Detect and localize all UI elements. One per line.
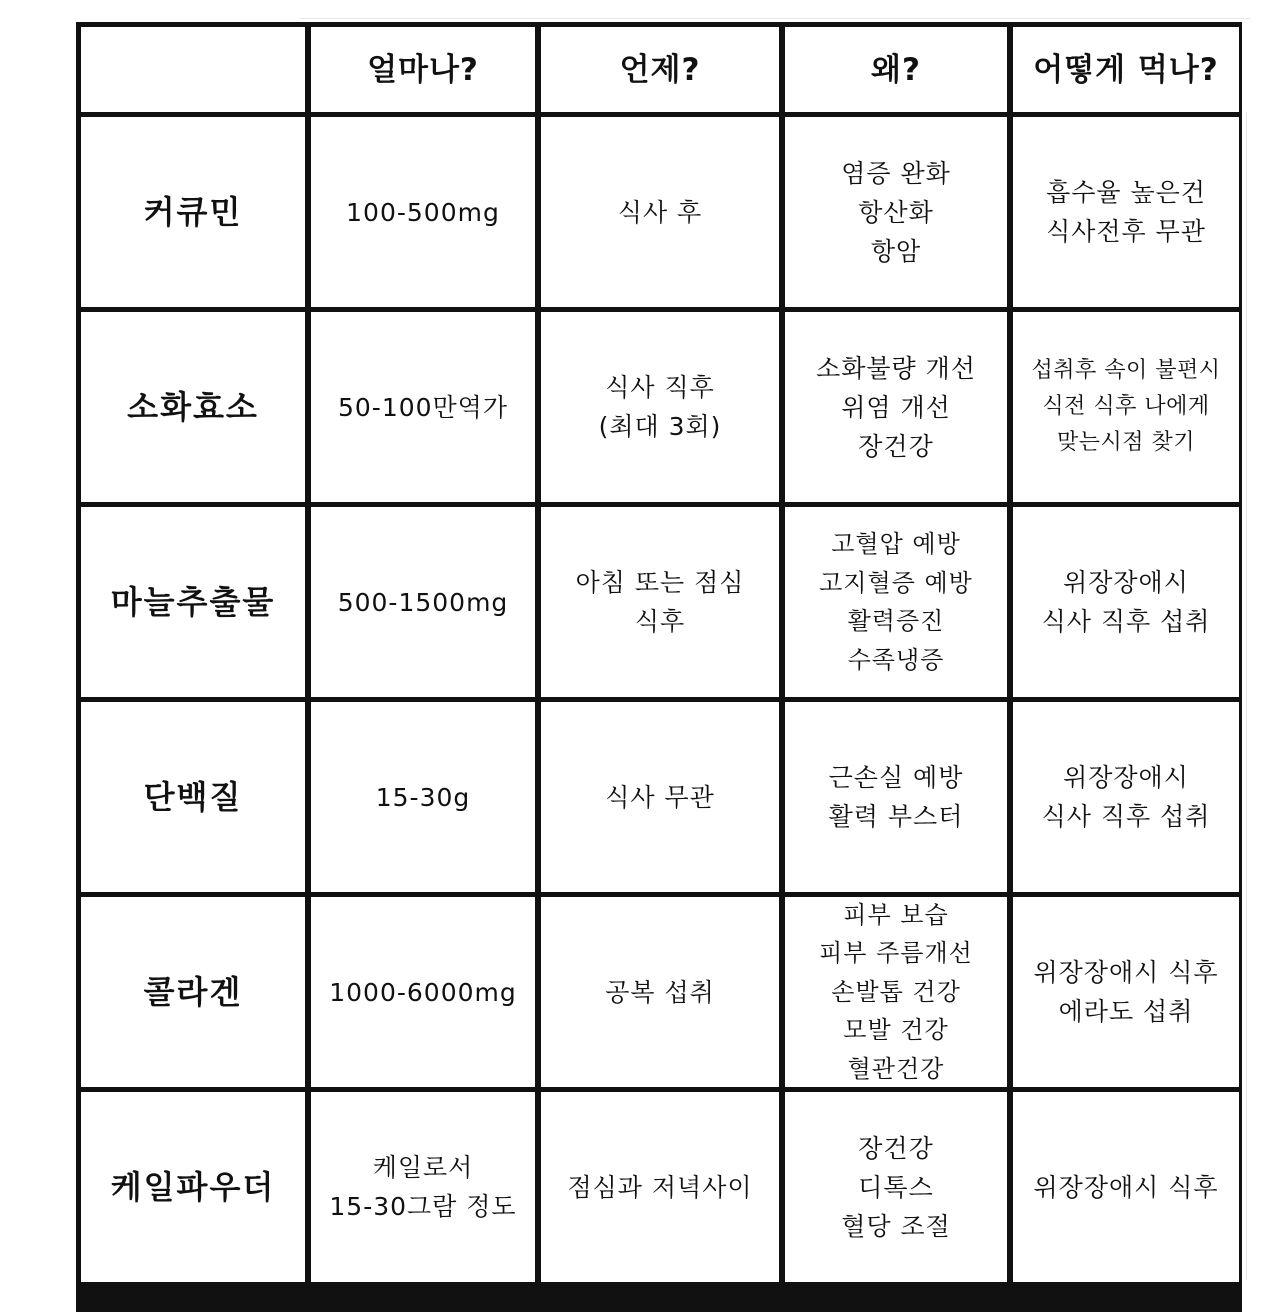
row-enzyme-when — [541, 312, 779, 502]
header-amount-label: 얼마나? — [367, 51, 479, 88]
header-why — [785, 27, 1007, 112]
why-text: 피부 보습 피부 주름개선 손발톱 건강 모발 건강 혈관건강 — [819, 900, 973, 1083]
amount-text: 100-500mg — [346, 197, 500, 227]
when-text: 식사 무관 — [605, 782, 715, 812]
row-protein-name — [81, 702, 305, 892]
row-collagen-when — [541, 897, 779, 1087]
row-curcumin-when — [541, 117, 779, 307]
how-text: 위장장애시 식후 — [1033, 1172, 1219, 1202]
how-text: 위장장애시 식사 직후 섭취 — [1041, 568, 1211, 636]
supplement-name: 단백질 — [143, 778, 243, 816]
amount-text: 1000-6000mg — [329, 977, 517, 1007]
row-garlic-why — [785, 507, 1007, 697]
row-garlic-how — [1013, 507, 1239, 697]
supplement-name: 마늘추출물 — [110, 583, 276, 621]
why-text: 근손실 예방 활력 부스터 — [828, 763, 964, 831]
row-kale-name — [81, 1092, 305, 1282]
header-when — [541, 27, 779, 112]
why-text: 소화불량 개선 위염 개선 장건강 — [816, 353, 976, 461]
row-collagen-name — [81, 897, 305, 1087]
row-protein-when — [541, 702, 779, 892]
row-curcumin-name — [81, 117, 305, 307]
why-text: 염증 완화 항산화 항암 — [841, 158, 951, 266]
row-enzyme-amount — [311, 312, 535, 502]
row-enzyme-how — [1013, 312, 1239, 502]
header-empty-cell — [81, 27, 305, 112]
row-collagen-how — [1013, 897, 1239, 1087]
how-text: 위장장애시 식사 직후 섭취 — [1041, 763, 1211, 831]
why-text: 장건강 디톡스 혈당 조절 — [841, 1133, 951, 1241]
supplement-name: 콜라겐 — [143, 973, 243, 1011]
row-curcumin-why — [785, 117, 1007, 307]
supplement-name: 소화효소 — [127, 388, 259, 426]
row-enzyme-name — [81, 312, 305, 502]
when-text: 공복 섭취 — [605, 977, 715, 1007]
row-kale-when — [541, 1092, 779, 1282]
amount-text: 케일로서 15-30그람 정도 — [329, 1153, 517, 1221]
row-protein-why — [785, 702, 1007, 892]
amount-text: 15-30g — [375, 782, 471, 812]
when-text: 점심과 저녁사이 — [567, 1172, 753, 1202]
header-when-label: 언제? — [619, 51, 701, 88]
row-garlic-when — [541, 507, 779, 697]
how-text: 흡수율 높은건 식사전후 무관 — [1046, 178, 1206, 246]
row-curcumin-how — [1013, 117, 1239, 307]
row-garlic-amount — [311, 507, 535, 697]
row-garlic-name — [81, 507, 305, 697]
when-text: 식사 후 — [617, 197, 703, 227]
row-collagen-amount — [311, 897, 535, 1087]
how-text: 섭취후 속이 불편시 식전 식후 나에게 맞는시점 찾기 — [1031, 358, 1221, 455]
amount-text: 50-100만역가 — [337, 392, 508, 422]
header-how-label: 어떻게 먹나? — [1033, 51, 1219, 88]
supplement-name: 커큐민 — [143, 193, 243, 231]
row-curcumin-amount — [311, 117, 535, 307]
row-kale-how — [1013, 1092, 1239, 1282]
amount-text: 500-1500mg — [337, 587, 509, 617]
faint-guide-line-top — [300, 18, 1250, 19]
row-enzyme-why — [785, 312, 1007, 502]
header-how — [1013, 27, 1239, 112]
how-text: 위장장애시 식후 에라도 섭취 — [1033, 958, 1219, 1026]
faint-guide-line-right — [1246, 112, 1247, 1280]
when-text: 아침 또는 점심 식후 — [575, 568, 745, 636]
header-amount — [311, 27, 535, 112]
row-kale-amount — [311, 1092, 535, 1282]
row-protein-how — [1013, 702, 1239, 892]
supplement-name: 케일파우더 — [110, 1168, 276, 1206]
supplement-table — [76, 22, 1242, 1312]
when-text: 식사 직후 (최대 3회) — [598, 373, 722, 441]
header-why-label: 왜? — [871, 51, 921, 88]
why-text: 고혈압 예방 고지혈증 예방 활력증진 수족냉증 — [819, 530, 973, 674]
row-kale-why — [785, 1092, 1007, 1282]
row-collagen-why — [785, 897, 1007, 1087]
row-protein-amount — [311, 702, 535, 892]
